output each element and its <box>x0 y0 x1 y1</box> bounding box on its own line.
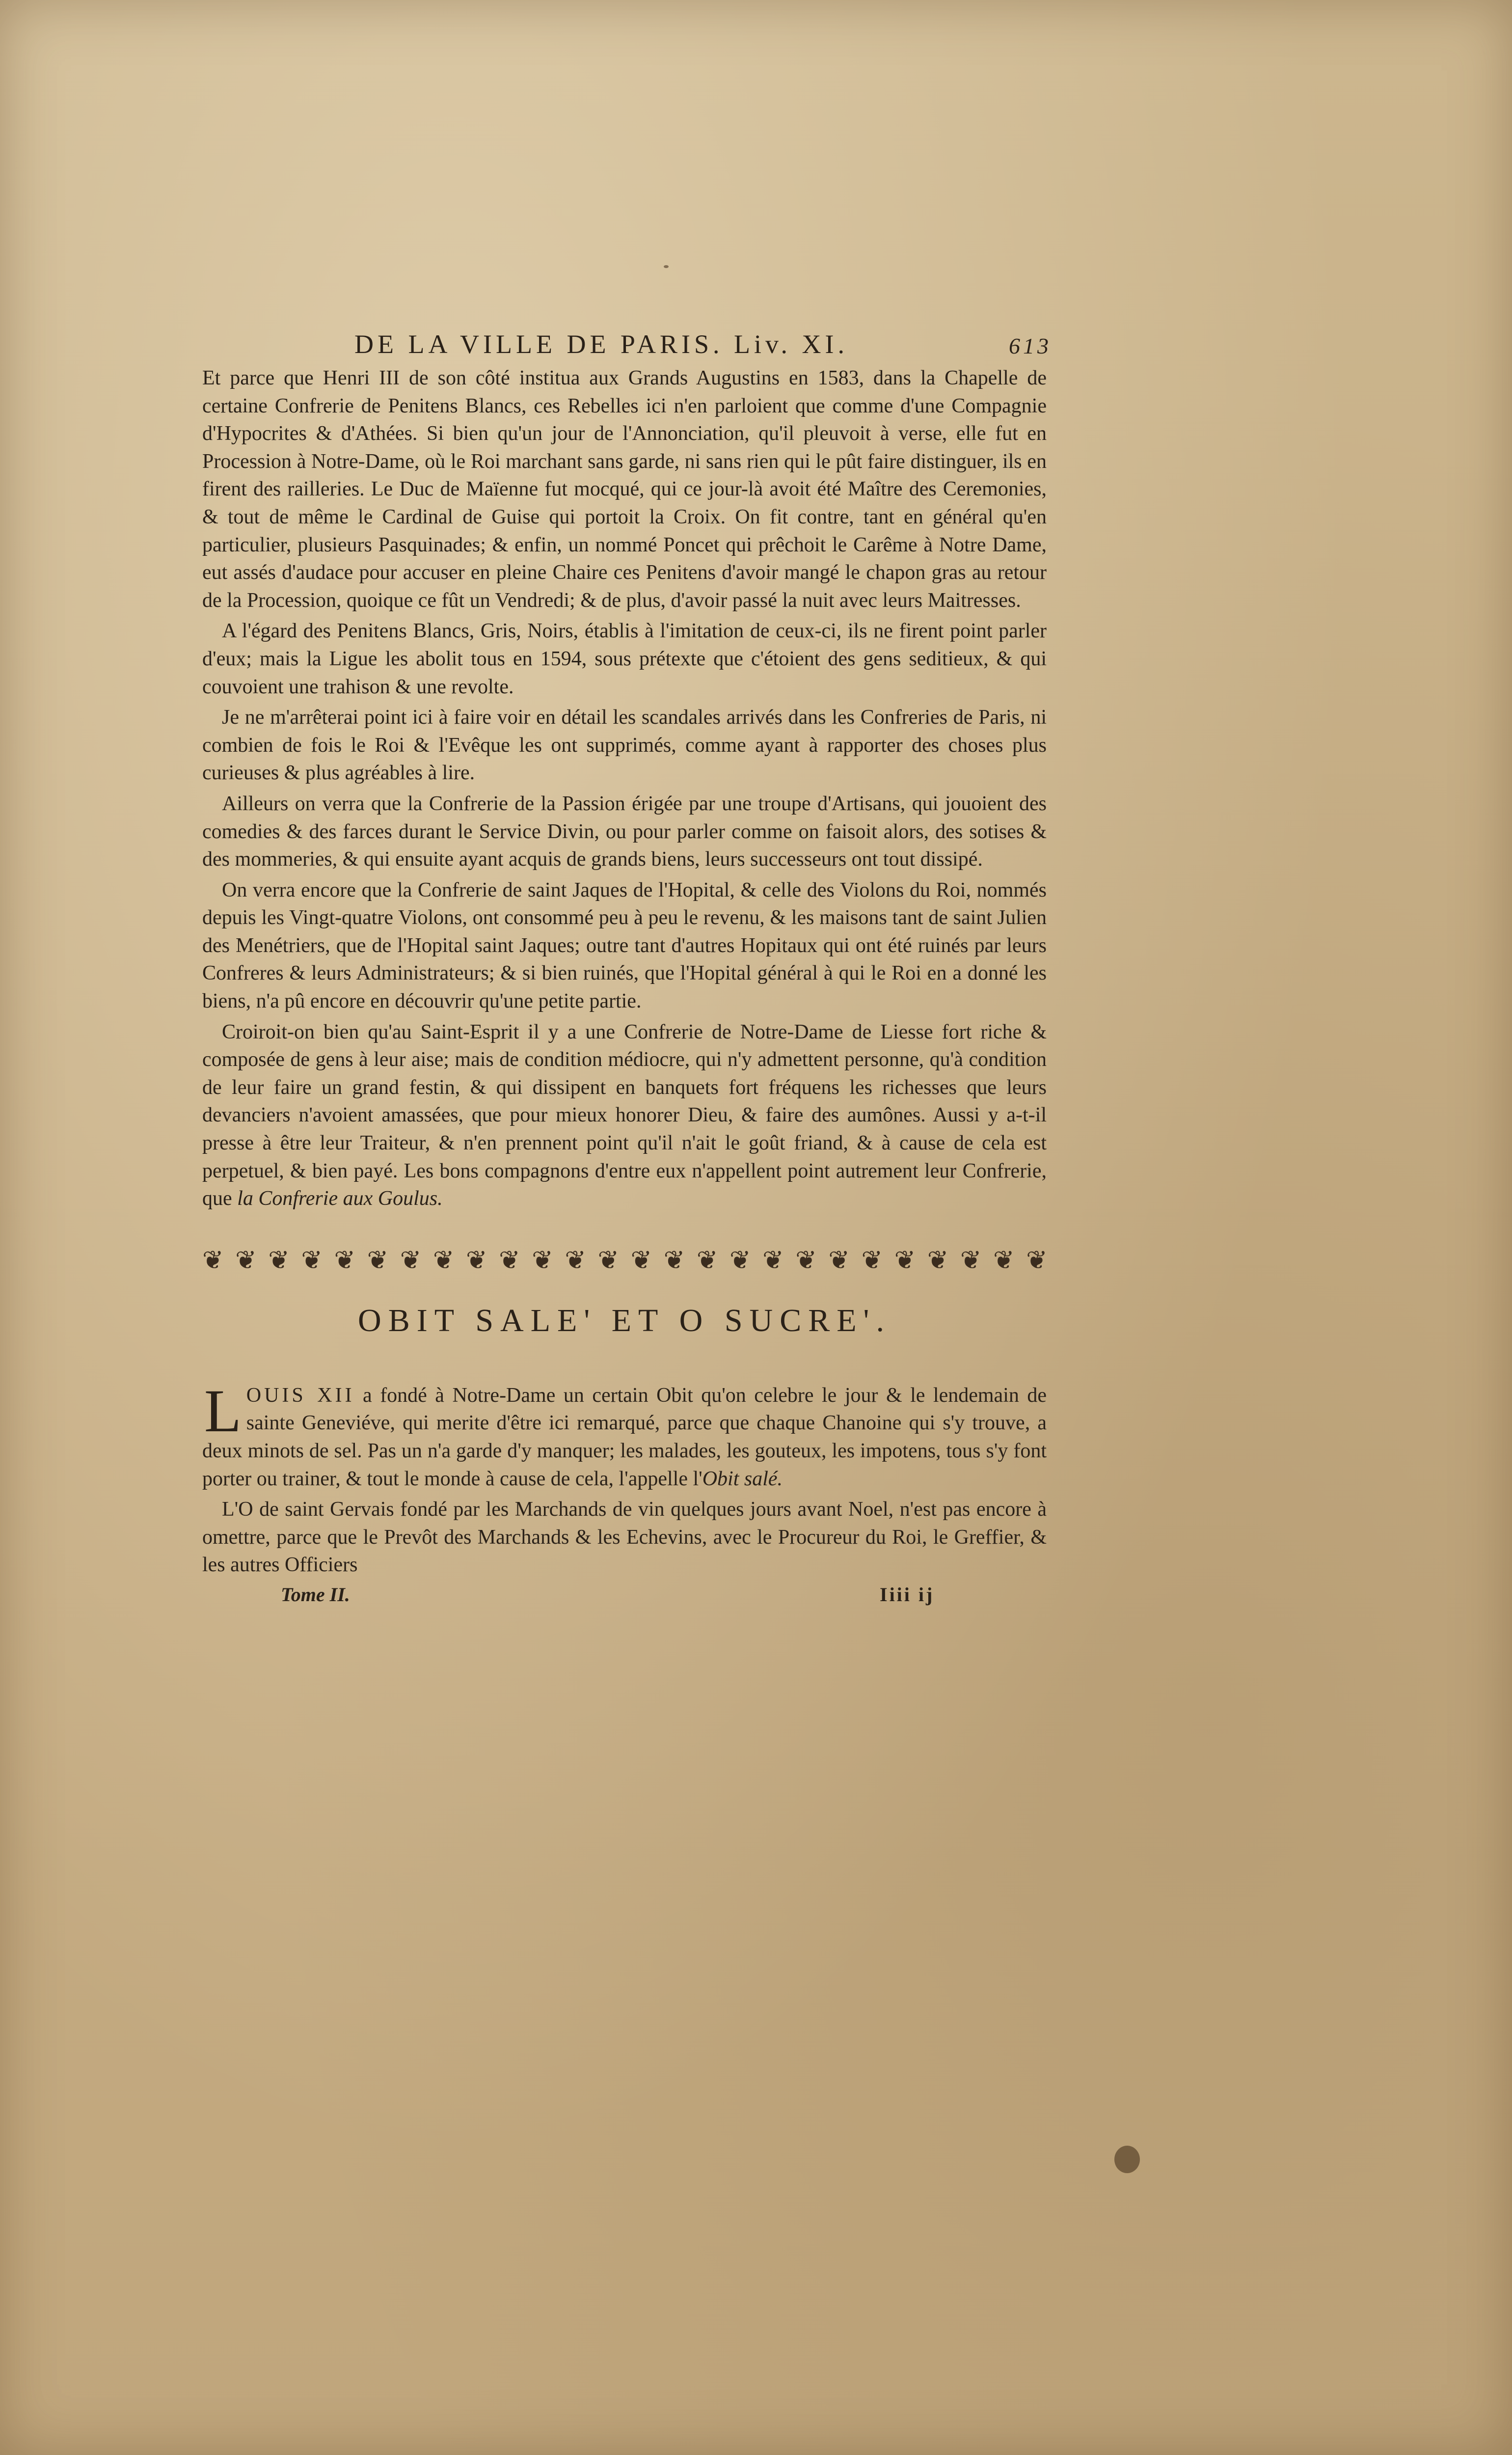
italic-phrase: la Confrerie aux Goulus. <box>237 1187 443 1210</box>
section-title: OBIT SALE' ET O SUCRE'. <box>358 1302 891 1338</box>
fleuron-icon: ❦ <box>432 1246 454 1275</box>
fleuron-icon: ❦ <box>367 1246 388 1275</box>
fleuron-icon: ❦ <box>630 1246 651 1275</box>
fleuron-icon: ❦ <box>202 1246 223 1275</box>
fleuron-icon: ❦ <box>762 1246 783 1275</box>
paragraph: Je ne m'arrêterai point ici à faire voir en détail les scandales arrivés dans les Confreries de Paris, ni combien de fois le Roi & l'Evêque les ont supprimés, comme ayant à rapporter des choses plus curieuses & plus agréables à lire. <box>202 706 1047 785</box>
running-head <box>202 329 1052 364</box>
running-title: DE LA VILLE DE PARIS. Liv. XI. <box>354 329 848 359</box>
paragraph <box>202 1018 1047 1213</box>
fleuron-icon: ❦ <box>993 1246 1014 1275</box>
fleuron-icon: ❦ <box>532 1246 552 1275</box>
page-text <box>202 329 1052 1612</box>
fleuron-icon: ❦ <box>960 1246 981 1275</box>
paragraph: Et parce que Henri III de son côté institua aux Grands Augustins en 1583, dans la Chapelle de certaine Confrerie de Penitens Blancs, ces Rebelles ici n'en parloient que comme d'une Compagnie d'Hypocrites & d'Athées. Si bien qu'un jour de l'Annonciation, qu'il pleuvoit à verse, elle fut en Procession à Notre-Dame, où le Roi marchant sans garde, ni sans rien qui le pût faire distinguer, ils en firent des railleries. Le Duc de Maïenne fut mocqué, qui ce jour-là avoit été Maître des Ceremonies, & tout de même le Cardinal de Guise qui portoit la Croix. On fit contre, tant en général qu'en particulier, plusieurs Pasquinades; & enfin, un nommé Poncet qui prêchoit le Carême à Notre Dame, eut assés d'audace pour accuser en pleine Chaire ces Penitens d'avoir mangé le chapon gras au retour de la Procession, quoique ce fût un Vendredi; & de plus, d'avoir passé la nuit avec leurs Maitresses. <box>202 367 1047 612</box>
fleuron-icon: ❦ <box>894 1246 915 1275</box>
fleuron-icon: ❦ <box>795 1246 816 1275</box>
fleuron-icon: ❦ <box>400 1246 421 1275</box>
fleuron-icon: ❦ <box>927 1246 948 1275</box>
ornament-band <box>202 1243 1047 1278</box>
italic-phrase: Obit salé. <box>702 1467 783 1490</box>
ink-speck <box>664 265 669 268</box>
fleuron-icon: ❦ <box>729 1246 750 1275</box>
section-paragraph: L'O de saint Gervais fondé par les Marchands de vin quelques jours avant Noel, n'est pas encore à omettre, parce que le Prevôt des Marchands & les Echevins, avec le Procureur du Roi, le Greffier, & les autres Officiers <box>202 1498 1047 1577</box>
signature-mark: Iiii ij <box>880 1583 935 1606</box>
fleuron-icon: ❦ <box>466 1246 486 1275</box>
paragraph: On verra encore que la Confrerie de saint Jaques de l'Hopital, & celle des Violons du Roi, nommés depuis les Vingt-quatre Violons, ont consommé peu à peu le revenu, & les maisons tant de saint Julien des Menétriers, que de l'Hopital saint Jaques; outre tant d'autres Hopitaux qui ont été ruinés par leurs Confreres & leurs Administrateurs; & si bien ruinés, que l'Hopital général à qui le Roi en a donné les biens, n'a pû encore en découvrir qu'une petite partie. <box>202 878 1047 1013</box>
fleuron-icon: ❦ <box>1026 1246 1047 1275</box>
fleuron-icon: ❦ <box>334 1246 355 1275</box>
section-paragraph <box>202 1377 1047 1493</box>
fleuron-icon: ❦ <box>861 1246 882 1275</box>
fleuron-icon: ❦ <box>301 1246 322 1275</box>
paragraph-text: Croiroit-on bien qu'au Saint-Esprit il y a une Confrerie de Notre-Dame de Liesse fort riche & composée de gens à leur aise; mais de condition médiocre, qui n'y admettent personne, qu'à condition de leur faire un grand festin, & qui dissipent en banquets fort fréquens les richesses que leurs devanciers n'avoient amassées, que pour mieux honorer Dieu, & faire des aumônes. Aussi y a-t-il presse à être leur Traiteur, & n'en prennent point qu'il n'ait le goût friand, & à cause de cela est perpetuel, & bien payé. Les bons compagnons d'entre eux n'appellent point autrement leur Confrerie, que <box>202 1020 1047 1210</box>
fleuron-icon: ❦ <box>235 1246 256 1275</box>
page-footer <box>202 1583 1047 1612</box>
paragraph: A l'égard des Penitens Blancs, Gris, Noirs, établis à l'imitation de ceux-ci, ils ne firent point parler d'eux; mais la Ligue les abolit tous en 1594, sous prétexte que c'étoient des gens seditieux, & qui couvoient une trahison & une revolte. <box>202 620 1047 698</box>
fleuron-icon: ❦ <box>565 1246 585 1275</box>
page-number: 613 <box>1009 333 1052 358</box>
paragraph: Ailleurs on verra que la Confrerie de la Passion érigée par une troupe d'Artisans, qui jouoient des comedies & des farces durant le Service Divin, ou pour parler comme on faisoit alors, des sotises & des mommeries, & qui ensuite ayant acquis de grands biens, leurs successeurs ont tout dissipé. <box>202 792 1047 871</box>
drop-cap: L <box>204 1377 242 1445</box>
fleuron-icon: ❦ <box>499 1246 519 1275</box>
fleuron-icon: ❦ <box>268 1246 289 1275</box>
fleuron-icon: ❦ <box>696 1246 717 1275</box>
paragraph-text: a fondé à Notre-Dame un certain Obit qu'on celebre le jour & le lendemain de sainte Geneviéve, qui merite d'être ici remarqué, parce que chaque Chanoine qui s'y trouve, a deux minots de sel. Pas un n'a garde d'y manquer; les malades, les gouteux, les impotens, tous s'y font porter ou trainer, & tout le monde à cause de cela, l'appelle l' <box>202 1384 1047 1490</box>
ink-speck <box>1114 2146 1140 2173</box>
volume-mark: Tome II. <box>281 1583 350 1606</box>
fleuron-icon: ❦ <box>597 1246 619 1275</box>
lead-caps: OUIS XII <box>246 1384 355 1407</box>
fleuron-icon: ❦ <box>828 1246 849 1275</box>
fleuron-icon: ❦ <box>663 1246 684 1275</box>
